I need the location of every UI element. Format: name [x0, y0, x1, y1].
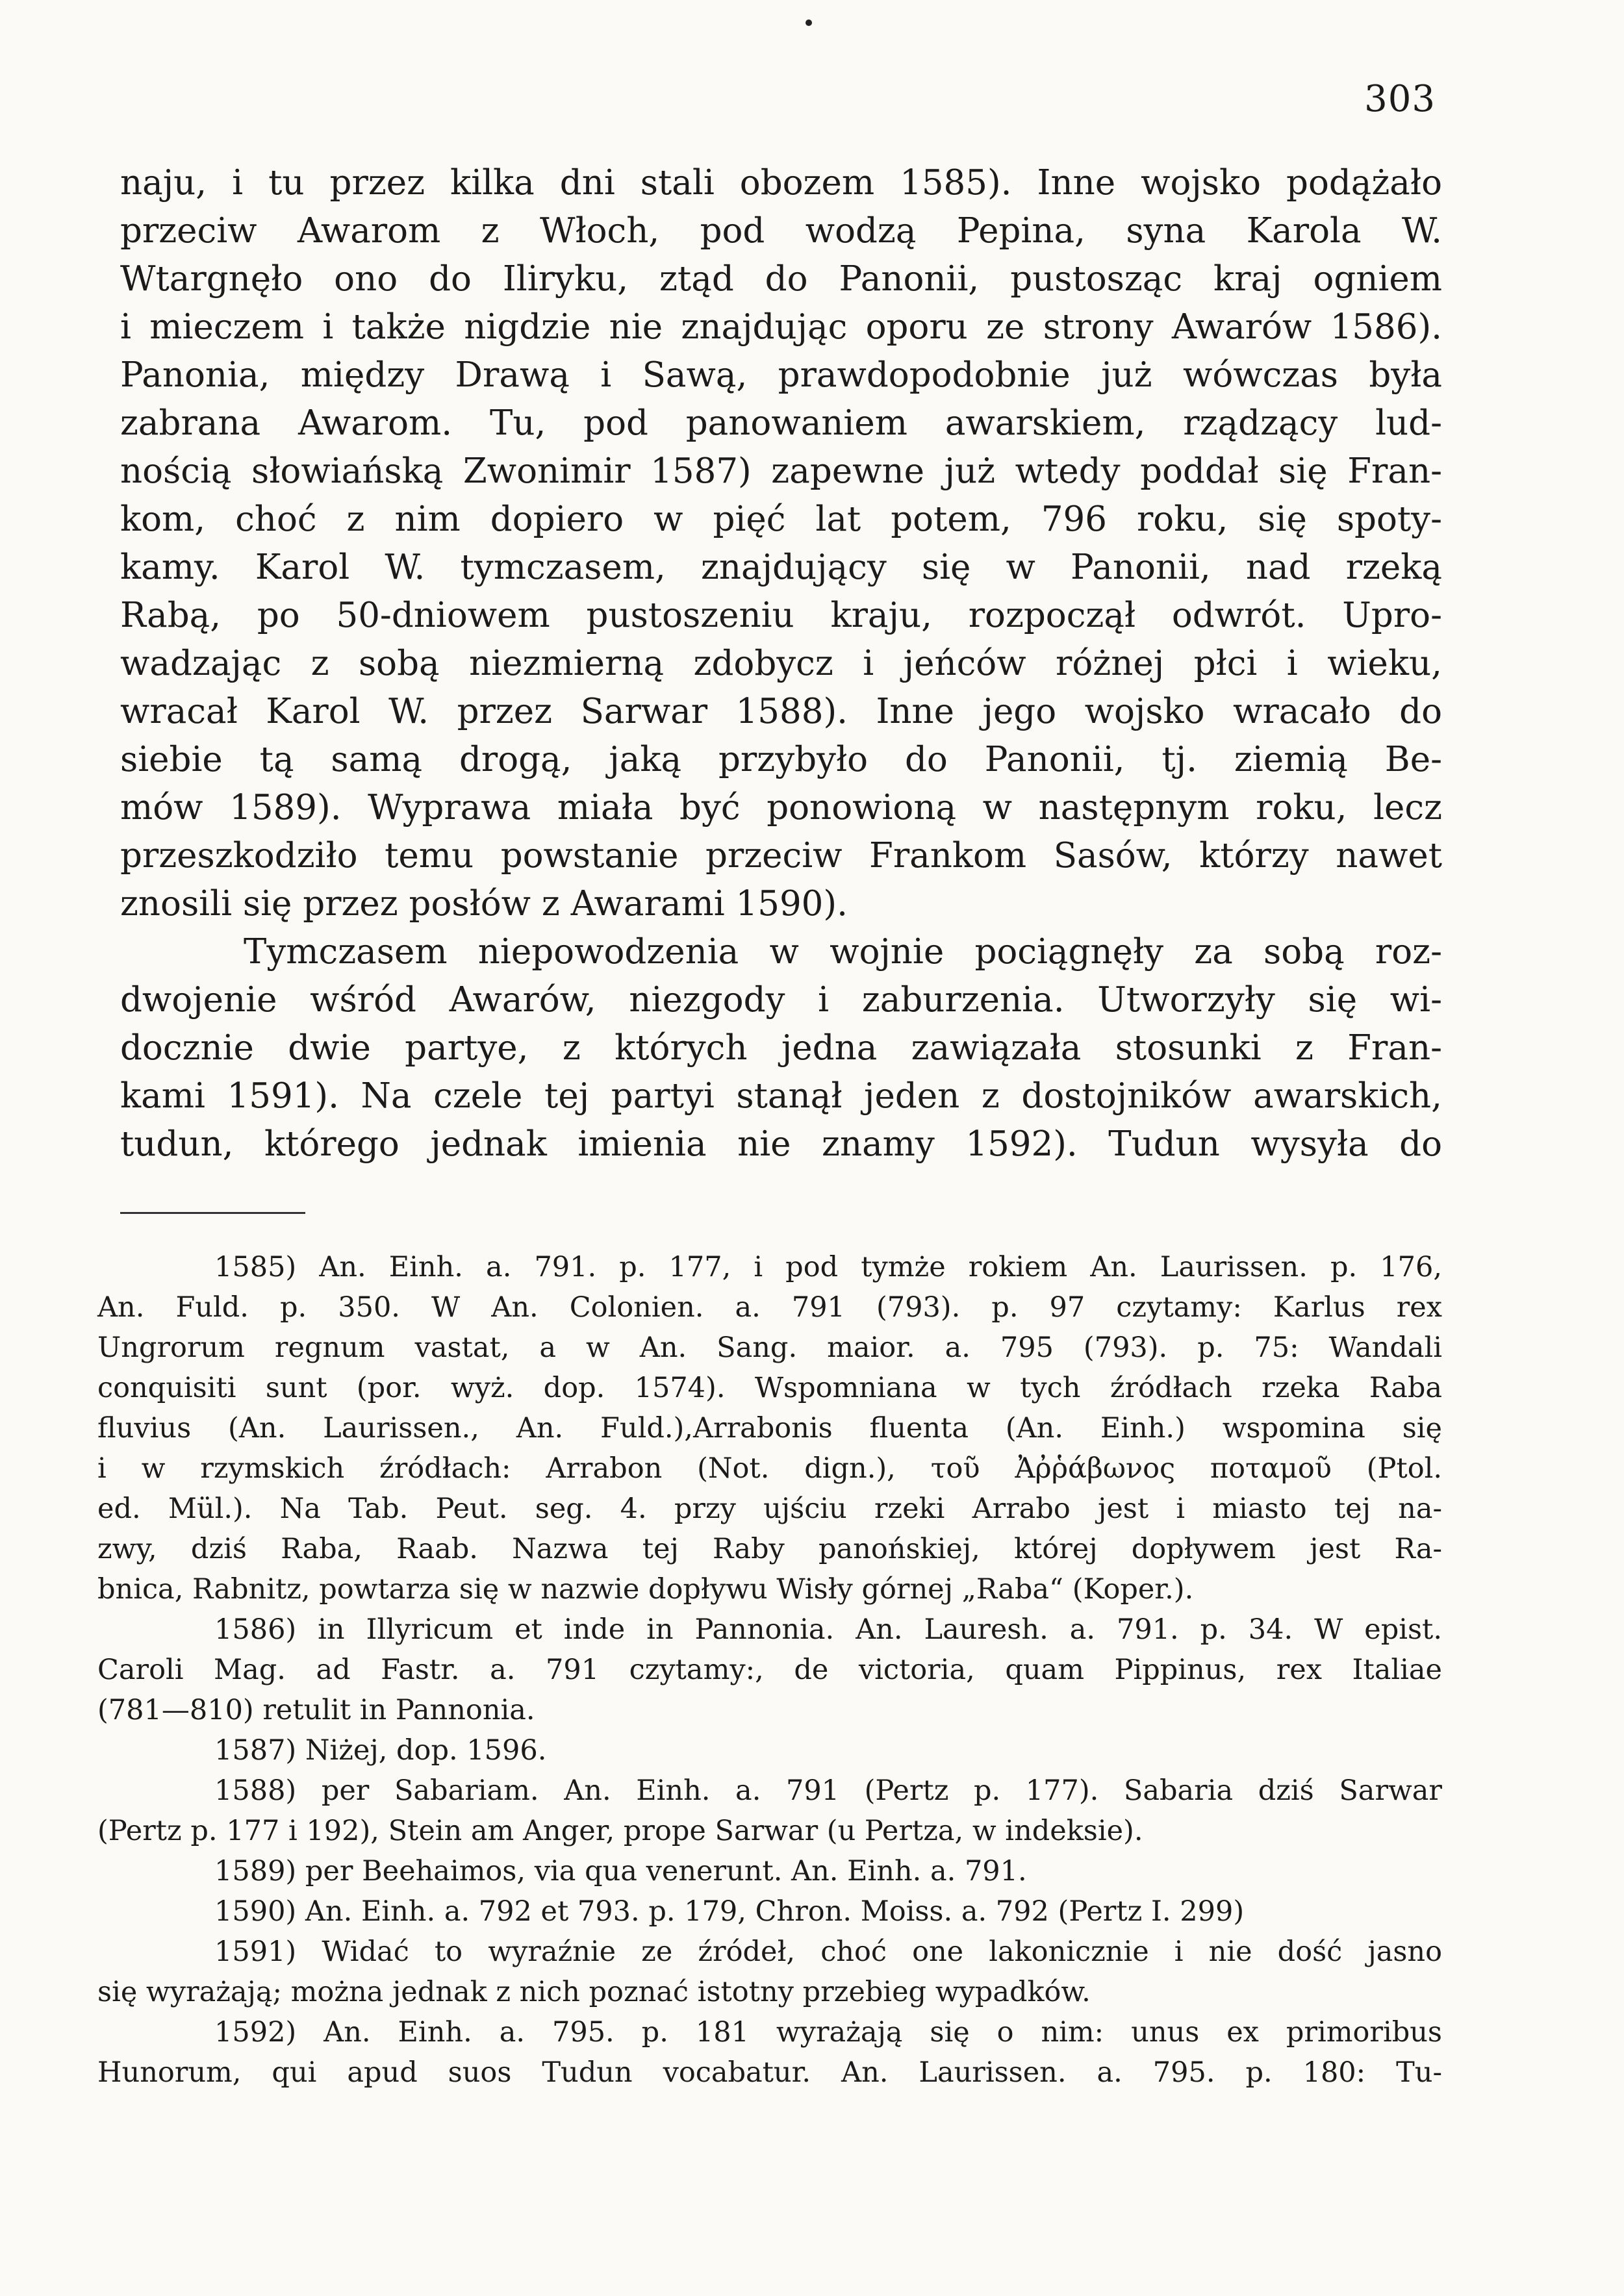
ink-dot: [806, 19, 812, 26]
footnote-line: (Pertz p. 177 i 192), Stein am Anger, prope Sarwar (u Pertza, w indeksie).: [97, 1815, 1143, 1847]
text-line: i mieczem i także nigdzie nie znajdując oporu ze strony Awarów 1586).: [120, 307, 1442, 347]
text-line: nością słowiańską Zwonimir 1587) zapewne już wtedy poddał się Fran-: [120, 451, 1442, 491]
text-line: przeciw Awarom z Włoch, pod wodzą Pepina, syna Karola W.: [120, 211, 1442, 251]
text-line: wracał Karol W. przez Sarwar 1588). Inne jego wojsko wracało do: [120, 692, 1442, 731]
footnote-line: 1585) An. Einh. a. 791. p. 177, i pod tymże rokiem An. Laurissen. p. 176,: [214, 1251, 1442, 1283]
text-line: docznie dwie partye, z których jedna zawiązała stosunki z Fran-: [120, 1028, 1442, 1068]
footnote-line: Caroli Mag. ad Fastr. a. 791 czytamy:, de victoria, quam Pippinus, rex Italiae: [97, 1654, 1442, 1686]
footnote-line: 1586) in Illyricum et inde in Pannonia. An. Lauresh. a. 791. p. 34. W epist.: [214, 1613, 1442, 1646]
main-text: [120, 159, 1442, 1168]
text-line: zabrana Awarom. Tu, pod panowaniem awarskiem, rządzący lud-: [120, 403, 1442, 443]
text-line: kom, choć z nim dopiero w pięć lat potem, 796 roku, się spoty-: [120, 499, 1442, 539]
footnote-line: i w rzymskich źródłach: Arrabon (Not. dign.), τοῦ Ἀῤῥάβωνος ποταμοῦ (Ptol.: [97, 1452, 1442, 1485]
text-line: naju, i tu przez kilka dni stali obozem 1585). Inne wojsko podążało: [120, 163, 1442, 203]
text-line: Wtargnęło ono do Iliryku, ztąd do Panonii, pustosząc kraj ogniem: [120, 259, 1442, 299]
text-line: Panonia, między Drawą i Sawą, prawdopodobnie już wówczas była: [120, 355, 1442, 395]
text-line: znosili się przez posłów z Awarami 1590).: [120, 884, 848, 924]
text-line: przeszkodziło temu powstanie przeciw Frankom Sasów, którzy nawet: [120, 836, 1442, 876]
text-line: wadzając z sobą niezmierną zdobycz i jeńców różnej płci i wieku,: [120, 644, 1442, 683]
text-line: Tymczasem niepowodzenia w wojnie pociągnęły za sobą roz-: [244, 932, 1442, 972]
text-line: tudun, którego jednak imienia nie znamy 1592). Tudun wysyła do: [120, 1124, 1442, 1164]
footnote-line: conquisiti sunt (por. wyż. dop. 1574). Wspomniana w tych źródłach rzeka Raba: [97, 1372, 1442, 1404]
footnote-line: 1592) An. Einh. a. 795. p. 181 wyrażają się o nim: unus ex primoribus: [214, 2016, 1442, 2049]
text-line: kami 1591). Na czele tej partyi stanął jeden z dostojników awarskich,: [120, 1076, 1442, 1116]
footnote-line: 1588) per Sabariam. An. Einh. a. 791 (Pertz p. 177). Sabaria dziś Sarwar: [214, 1774, 1442, 1807]
page-number: 303: [1364, 78, 1436, 120]
text-line: dwojenie wśród Awarów, niezgody i zaburzenia. Utworzyły się wi-: [120, 980, 1442, 1020]
footnote-line: ed. Mül.). Na Tab. Peut. seg. 4. przy ujściu rzeki Arrabo jest i miasto tej na-: [97, 1493, 1442, 1525]
text-line: siebie tą samą drogą, jaką przybyło do Panonii, tj. ziemią Be-: [120, 740, 1442, 779]
footnote-line: bnica, Rabnitz, powtarza się w nazwie dopływu Wisły górnej „Raba“ (Koper.).: [97, 1573, 1194, 1606]
footnote-divider: [120, 1212, 305, 1214]
footnote-line: 1591) Widać to wyraźnie ze źródeł, choć one lakonicznie i nie dość jasno: [214, 1936, 1442, 1968]
footnote-line: 1589) per Beehaimos, via qua venerunt. An. Einh. a. 791.: [214, 1855, 1027, 1887]
text-line: kamy. Karol W. tymczasem, znajdujący się w Panonii, nad rzeką: [120, 548, 1442, 587]
footnote-line: An. Fuld. p. 350. W An. Colonien. a. 791 (793). p. 97 czytamy: Karlus rex: [97, 1291, 1442, 1324]
footnote-line: Hunorum, qui apud suos Tudun vocabatur. An. Laurissen. a. 795. p. 180: Tu-: [97, 2056, 1442, 2089]
footnote-line: Ungrorum regnum vastat, a w An. Sang. maior. a. 795 (793). p. 75: Wandali: [97, 1331, 1442, 1364]
footnote-line: się wyrażają; można jednak z nich poznać istotny przebieg wypadków.: [97, 1976, 1091, 2008]
footnote-line: fluvius (An. Laurissen., An. Fuld.),Arrabonis fluenta (An. Einh.) wspomina się: [97, 1412, 1442, 1444]
footnote-line: (781—810) retulit in Pannonia.: [97, 1694, 535, 1726]
footnotes: [97, 1247, 1442, 2093]
text-line: Rabą, po 50-dniowem pustoszeniu kraju, rozpoczął odwrót. Upro-: [120, 596, 1442, 635]
footnote-line: 1587) Niżej, dop. 1596.: [214, 1734, 547, 1767]
footnote-line: 1590) An. Einh. a. 792 et 793. p. 179, Chron. Moiss. a. 792 (Pertz I. 299): [214, 1895, 1245, 1928]
text-line: mów 1589). Wyprawa miała być ponowioną w następnym roku, lecz: [120, 788, 1442, 827]
footnote-line: zwy, dziś Raba, Raab. Nazwa tej Raby panońskiej, której dopływem jest Ra-: [97, 1533, 1442, 1565]
